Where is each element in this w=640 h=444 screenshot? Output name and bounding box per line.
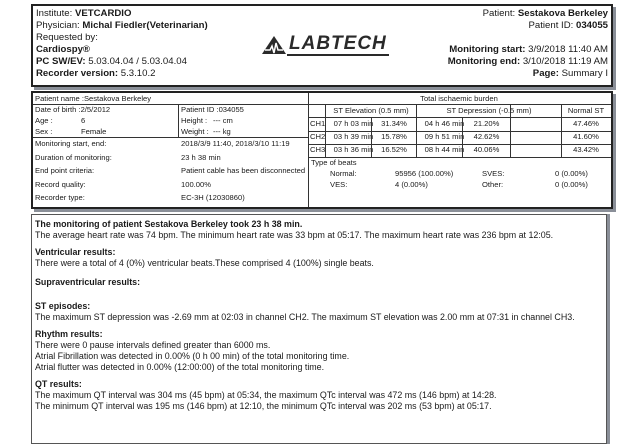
normal-st-pct: 41.60%	[573, 132, 599, 141]
patient-label: Patient:	[482, 8, 516, 19]
recorder-version-value: 5.3.10.2	[120, 68, 156, 79]
pc-sw-value: 5.03.04.04 / 5.03.04.04	[88, 56, 187, 67]
ves-value: 4 (0.00%)	[395, 180, 428, 189]
patient-id: Patient ID :034055	[181, 105, 244, 114]
institute-value: VETCARDIO	[74, 8, 132, 19]
product-name: Cardiospy®	[36, 44, 90, 55]
institute-label: Institute:	[36, 8, 73, 19]
page-value: Summary I	[561, 68, 608, 79]
patient-id-label: Patient ID:	[528, 20, 574, 31]
st-elevation-pct: 15.78%	[381, 132, 407, 141]
requested-by: Requested by:	[36, 32, 98, 43]
patient-info-table	[31, 91, 613, 209]
summary-text: Atrial Fibrillation was detected in 0.00% (0 h 00 min) of the total monitoring time.	[35, 351, 350, 361]
age-label: Age :	[35, 116, 53, 125]
summary-heading: ST episodes:	[35, 301, 91, 311]
patient-line	[483, 8, 608, 20]
normal-st-pct: 43.42%	[573, 145, 599, 154]
summary-text: Atrial flutter was detected in 0.00% (12:00:00) of the total monitoring time.	[35, 362, 325, 372]
info-row-value: 2018/3/9 11:40, 2018/3/10 11:19	[181, 139, 290, 148]
summary-heading: Supraventricular results:	[35, 277, 141, 287]
info-row-label: Recorder type:	[35, 193, 85, 202]
info-row-value: EC-3H (12030860)	[181, 193, 245, 202]
labtech-triangle-icon	[261, 35, 287, 55]
patient-id-value: 034055	[575, 20, 608, 31]
normal-st-pct: 47.46%	[573, 119, 599, 128]
summary-text: There were 0 pause intervals defined greater than 6000 ms.	[35, 340, 271, 350]
monitoring-start-label: Monitoring start:	[449, 44, 526, 55]
monitoring-start-value: 3/9/2018 11:40 AM	[528, 44, 608, 55]
height-label: Height :	[181, 116, 208, 125]
institute-line	[36, 8, 131, 20]
recorder-version-label: Recorder version:	[36, 68, 119, 79]
summary-text: The maximum QT interval was 304 ms (45 bpm) at 05:34, the maximum QTc interval was 472 ms (146 bpm) at 14:28.	[35, 390, 497, 400]
beats-title: Type of beats	[311, 158, 357, 167]
normal-beats-value: 95956 (100.00%)	[395, 169, 454, 178]
col-st-depression: ST Depression (-0.5 mm)	[446, 106, 532, 115]
summary-heading: Ventricular results:	[35, 247, 116, 257]
st-depression-time: 04 h 46 min	[424, 119, 465, 128]
physician-value: Michal Fiedler(Veterinarian)	[82, 20, 208, 31]
patient-id-line	[529, 20, 608, 32]
sves-label: SVES:	[482, 169, 505, 178]
monitoring-end-label: Monitoring end:	[447, 56, 521, 67]
info-row-label: End point criteria:	[35, 166, 95, 175]
st-elevation-time: 03 h 36 min	[333, 145, 374, 154]
info-row-label: Duration of monitoring:	[35, 152, 112, 162]
info-row-value: 23 h 38 min	[181, 152, 221, 162]
ischaemic-title: Total ischaemic burden	[420, 94, 498, 103]
info-row-label: Monitoring start, end:	[35, 139, 107, 148]
labtech-logo	[261, 33, 389, 57]
physician-line	[36, 20, 208, 32]
weight-label: Weight :	[181, 127, 209, 136]
summary-heading: Rhythm results:	[35, 329, 103, 339]
summary-heading: The monitoring of patient Sestakova Berkeley took 23 h 38 min.	[35, 219, 303, 229]
other-beats-label: Other:	[482, 180, 504, 189]
patient-value: Sestakova Berkeley	[517, 8, 608, 19]
height-value: --- cm	[213, 116, 233, 125]
monitoring-start-line	[449, 44, 608, 56]
info-row-value: 100.00%	[181, 179, 211, 189]
logo-text: LABTECH	[289, 32, 387, 54]
summary-text: The maximum ST depression was -2.69 mm at 02:03 in channel CH2. The maximum ST elevation was 2.00 mm at 07:31 in channel CH3.	[35, 312, 575, 322]
age-value: 6	[81, 116, 86, 125]
weight-value: --- kg	[213, 127, 231, 136]
st-elevation-pct: 16.52%	[381, 145, 407, 154]
other-beats-value: 0 (0.00%)	[555, 180, 588, 189]
col-st-elevation: ST Elevation (0.5 mm)	[333, 106, 409, 115]
st-depression-pct: 21.20%	[473, 119, 500, 128]
summary-text: The average heart rate was 74 bpm. The minimum heart rate was 33 bpm at 05:17. The maximum heart rate was 236 bpm at 12:05.	[35, 230, 554, 240]
col-normal-st: Normal ST	[567, 106, 605, 115]
st-depression-time: 09 h 51 min	[424, 132, 465, 141]
ves-label: VES:	[330, 180, 348, 189]
report-header	[31, 4, 613, 87]
sves-value: 0 (0.00%)	[555, 169, 588, 178]
channel-name: CH2	[310, 132, 326, 141]
summary-panel	[31, 214, 607, 444]
info-row-label: Record quality:	[35, 179, 86, 189]
st-depression-time: 08 h 44 min	[424, 145, 465, 154]
summary-text: The minimum QT interval was 195 ms (146 bpm) at 12:10, the minimum QTc interval was 202 ms (53 bpm) at 05:17.	[35, 401, 492, 411]
st-depression-pct: 42.62%	[473, 132, 500, 141]
page-line	[533, 68, 608, 80]
st-depression-pct: 40.06%	[473, 145, 500, 154]
info-row-value: Patient cable has been disconnected	[181, 166, 306, 175]
pc-sw-line	[36, 56, 187, 68]
pc-sw-label: PC SW/EV:	[36, 56, 86, 67]
date-of-birth: Date of birth :2/5/2012	[35, 105, 111, 114]
st-elevation-time: 03 h 39 min	[333, 132, 374, 141]
monitoring-end-line	[448, 56, 608, 68]
patient-name: Patient name :Sestakova Berkeley	[35, 94, 152, 103]
st-elevation-pct: 31.34%	[381, 119, 407, 128]
summary-heading: QT results:	[35, 379, 82, 389]
channel-name: CH1	[310, 119, 326, 128]
channel-name: CH3	[310, 145, 326, 154]
sex-label: Sex :	[35, 127, 53, 136]
st-elevation-time: 07 h 03 min	[333, 119, 374, 128]
sex-value: Female	[81, 127, 107, 136]
recorder-version-line	[36, 68, 155, 80]
page-label: Page:	[532, 68, 559, 79]
monitoring-end-value: 3/10/2018 11:19 AM	[522, 56, 608, 67]
physician-label: Physician:	[36, 20, 80, 31]
summary-text: There were a total of 4 (0%) ventricular beats.These comprised 4 (100%) single beats.	[35, 258, 374, 268]
normal-beats-label: Normal:	[330, 169, 357, 178]
